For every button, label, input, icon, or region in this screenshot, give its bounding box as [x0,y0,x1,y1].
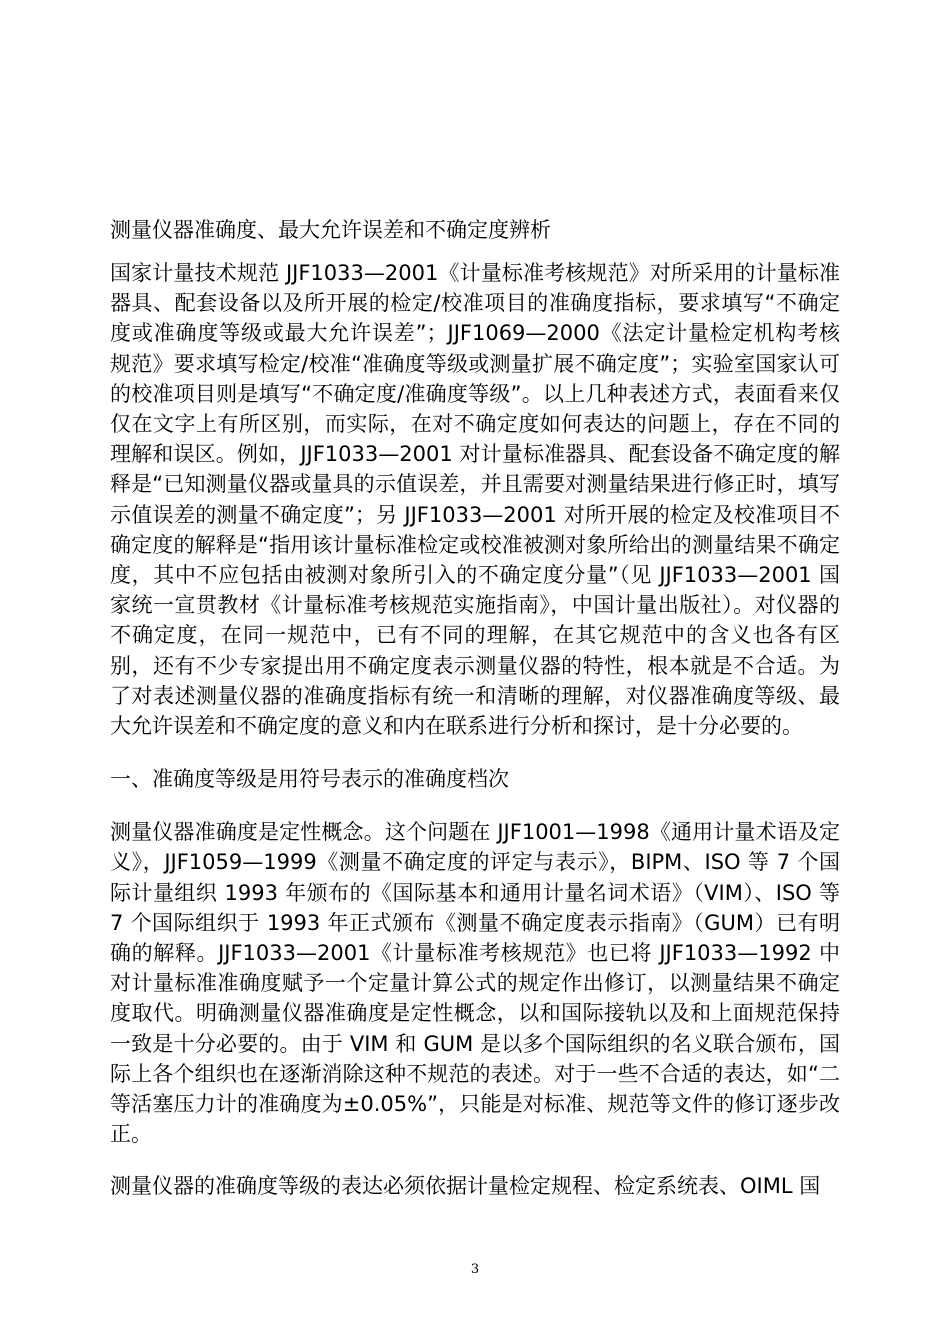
paragraph-accuracy-concept: 测量仪器准确度是定性概念。这个问题在 JJF1001—1998《通用计量术语及定义》，JJF1059—1999《测量不确定度的评定与表示》，BIPM、ISO 等 7 个国际计量组织 1993 年颁布的《国际基本和通用计量名词术语》（VIM）、ISO 等 7 个国际组织于 1993 年正式颁布《测量不确定度表示指南》（GUM）已有明确的解释。JJF1033—2001《计量标准考核规范》也已将 JJF1033—1992 中对计量标准准确度赋予一个定量计算公式的规定作出修订，以测量结果不确定度取代。明确测量仪器准确度是定性概念，以和国际接轨以及和上面规范保持一致是十分必要的。由于 VIM 和 GUM 是以多个国际组织的名义联合颁布，国际上各个组织也在逐渐消除这种不规范的表述。对于一些不合适的表达，如“二等活塞压力计的准确度为±0.05%”，只能是对标准、规范等文件的修订逐步改正。 [110,820,840,1147]
paragraph-accuracy-class-expression: 测量仪器的准确度等级的表达必须依据计量检定规程、检定系统表、OIML 国 [110,1174,821,1199]
document-body [110,214,840,1202]
spacer [110,795,840,817]
spacer [110,741,840,763]
spacer [110,1149,840,1171]
page-number: 3 [470,1262,480,1277]
section-heading-accuracy-class: 一、准确度等级是用符号表示的准确度档次 [110,767,509,792]
spacer [110,246,840,258]
document-title: 测量仪器准确度、最大允许误差和不确定度辨析 [110,218,551,242]
paragraph-intro: 国家计量技术规范 JJF1033—2001《计量标准考核规范》对所采用的计量标准器具、配套设备以及所开展的检定/校准项目的准确度指标，要求填写“不确定度或准确度等级或最大允许误差”；JJF1069—2000《法定计量检定机构考核规范》要求填写检定/校准“准确度等级或测量扩展不确定度”；实验室国家认可的校准项目则是填写“不确定度/准确度等级”。以上几种表述方式，表面看来仅仅在文字上有所区别，而实际，在对不确定度如何表达的问题上，存在不同的理解和误区。例如，JJF1033—2001 对计量标准器具、配套设备不确定度的解释是“已知测量仪器或量具的示值误差，并且需要对测量结果进行修正时，填写示值误差的测量不确定度”；另 JJF1033—2001 对所开展的检定及校准项目不确定度的解释是“指用该计量标准检定或校准被测对象所给出的测量结果不确定度，其中不应包括由被测对象所引入的不确定度分量”（见 JJF1033—2001 国家统一宣贯教材《计量标准考核规范实施指南》，中国计量出版社）。对仪器的不确定度，在同一规范中，已有不同的理解，在其它规范中的含义也各有区别，还有不少专家提出用不确定度表示测量仪器的特性，根本就是不合适。为了对表述测量仪器的准确度指标有统一和清晰的理解，对仪器准确度等级、最大允许误差和不确定度的意义和内在联系进行分析和探讨，是十分必要的。 [110,261,840,739]
